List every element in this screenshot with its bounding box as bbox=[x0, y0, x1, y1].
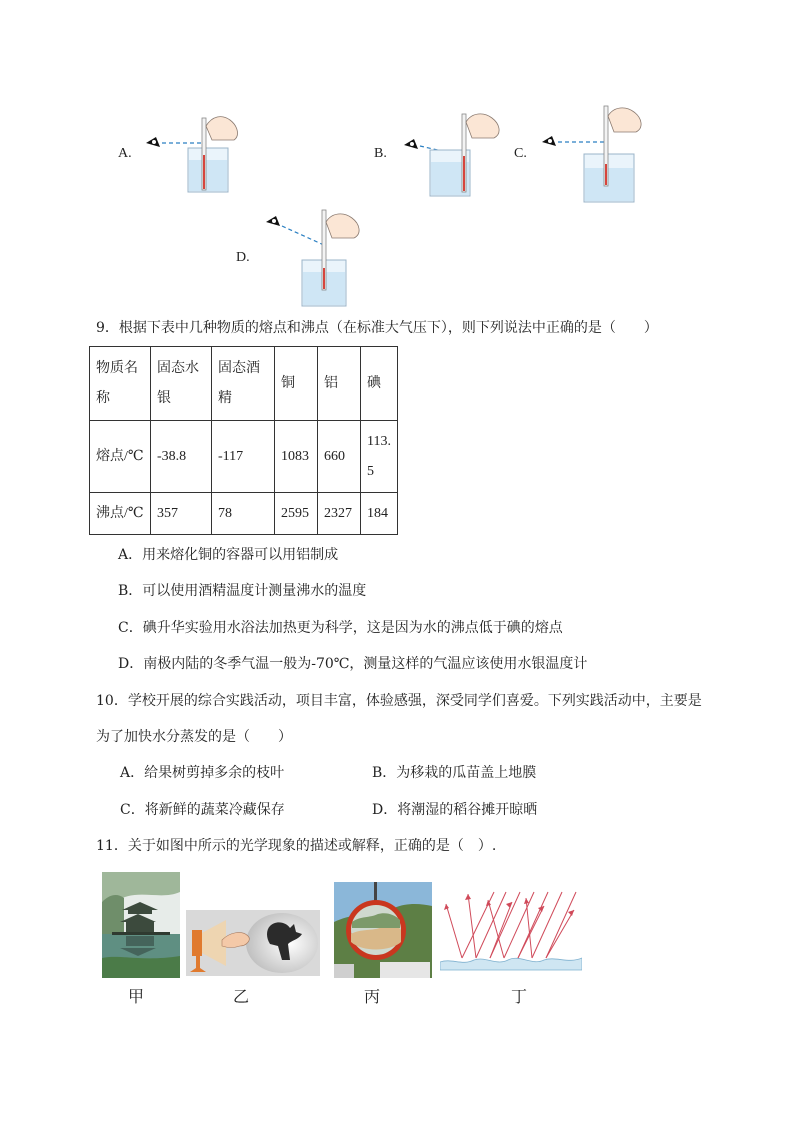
caption-ding: 丁 bbox=[511, 987, 528, 1006]
table-cell: 78 bbox=[212, 493, 275, 535]
q9-option-d: D．南极内陆的冬季气温一般为-70℃，测量这样的气温应该使用水银温度计 bbox=[118, 656, 588, 672]
q9-stem: 9．根据下表中几种物质的熔点和沸点（在标准大气压下），则下列说法中正确的是（ ） bbox=[96, 320, 658, 336]
table-cell: 2595 bbox=[275, 493, 318, 535]
q8-option-a-label: A. bbox=[118, 146, 132, 161]
table-cell: 固态酒精 bbox=[212, 347, 275, 421]
image-pavilion-reflection bbox=[102, 872, 180, 978]
table-cell: 357 bbox=[151, 493, 212, 535]
table-cell: 113.5 bbox=[361, 421, 398, 493]
table-cell: -38.8 bbox=[151, 421, 212, 493]
table-cell: 2327 bbox=[318, 493, 361, 535]
table-cell: 184 bbox=[361, 493, 398, 535]
q8-option-d-label: D. bbox=[236, 250, 250, 265]
thermometer bbox=[202, 118, 206, 190]
hand bbox=[466, 114, 499, 138]
table-row bbox=[90, 421, 398, 493]
eye-icon bbox=[542, 136, 556, 146]
q9-option-b: B．可以使用酒精温度计测量沸水的温度 bbox=[118, 583, 367, 599]
table-cell: 碘 bbox=[361, 347, 398, 421]
eye-icon bbox=[146, 137, 160, 147]
table-cell: -117 bbox=[212, 421, 275, 493]
table-cell: 沸点/℃ bbox=[90, 493, 151, 535]
table-cell: 1083 bbox=[275, 421, 318, 493]
q8-figure-d bbox=[260, 206, 370, 310]
q10-stem-line2: 为了加快水分蒸发的是（ ） bbox=[96, 729, 292, 745]
table-row bbox=[90, 493, 398, 535]
q10-option-a: A．给果树剪掉多余的枝叶 bbox=[120, 765, 285, 781]
q10-stem-line1: 10．学校开展的综合实践活动，项目丰富，体验感强，深受同学们喜爱。下列实践活动中，主要是 bbox=[96, 693, 702, 709]
thermometer bbox=[462, 114, 466, 192]
eye-icon bbox=[266, 216, 280, 226]
q8-figure-a bbox=[140, 110, 250, 196]
table-cell: 物质名称 bbox=[90, 347, 151, 421]
table-cell: 固态水银 bbox=[151, 347, 212, 421]
beaker bbox=[188, 148, 228, 192]
caption-bing: 丙 bbox=[364, 987, 381, 1006]
q9-option-a: A．用来熔化铜的容器可以用铝制成 bbox=[118, 547, 339, 563]
image-diffuse-reflection bbox=[440, 888, 582, 976]
beaker bbox=[584, 154, 634, 202]
image-convex-mirror bbox=[334, 882, 432, 978]
q8-figure-c bbox=[536, 104, 648, 206]
thermometer bbox=[604, 106, 608, 186]
q8-figure-b bbox=[398, 110, 508, 200]
table-header-row bbox=[90, 347, 398, 421]
q9-option-c: C．碘升华实验用水浴法加热更为科学，这是因为水的沸点低于碘的熔点 bbox=[118, 620, 563, 636]
table-cell: 铜 bbox=[275, 347, 318, 421]
table-cell: 660 bbox=[318, 421, 361, 493]
q8-option-b-label: B. bbox=[374, 146, 387, 161]
q10-option-c: C．将新鲜的蔬菜冷藏保存 bbox=[120, 802, 285, 818]
q8-option-c-label: C. bbox=[514, 146, 527, 161]
hand bbox=[608, 108, 641, 132]
q11-stem: 11．关于如图中所示的光学现象的描述或解释，正确的是（ ）. bbox=[96, 838, 497, 854]
q10-option-d: D．将潮湿的稻谷摊开晾晒 bbox=[372, 802, 538, 818]
caption-jia: 甲 bbox=[128, 987, 145, 1006]
thermometer bbox=[322, 210, 326, 290]
properties-table bbox=[89, 346, 398, 535]
eye-icon bbox=[404, 139, 418, 149]
hand bbox=[206, 117, 237, 140]
table-cell: 熔点/℃ bbox=[90, 421, 151, 493]
image-hand-shadow bbox=[186, 910, 320, 976]
table-cell: 铝 bbox=[318, 347, 361, 421]
caption-yi: 乙 bbox=[233, 987, 250, 1006]
q10-option-b: B．为移栽的瓜苗盖上地膜 bbox=[372, 765, 537, 781]
hand bbox=[326, 214, 359, 238]
